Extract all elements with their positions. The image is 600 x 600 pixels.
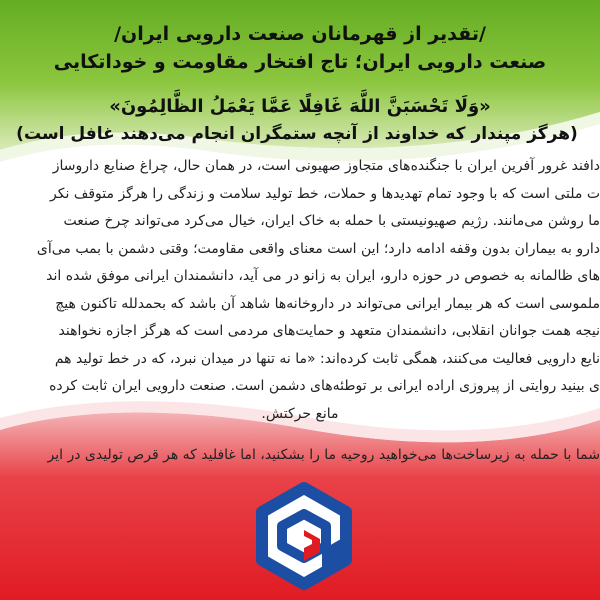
body-text: [0, 153, 600, 463]
body-line: مانع حرکتش.: [261, 405, 339, 422]
body-line: ما روشن می‌مانند. رژیم صهیونیستی با حمله به خاک ایران، خیال می‌کرد می‌تواند چرخ صنعت: [63, 213, 600, 229]
company-logo-icon: [248, 480, 360, 592]
body-line: نایع دارویی فعالیت می‌کنند، همگی ثابت کرده‌اند: «ما نه تنها در میدان نبرد، که در خط تولید هم: [54, 350, 600, 367]
page-title: صنعت دارویی ایران؛ تاج افتخار مقاومت و خوداتکایی: [53, 51, 547, 73]
body-line: های ظالمانه به خصوص در حوزه دارو، ایران به زانو در می آید، دانشمندان ایرانی موفق شده اند: [46, 268, 600, 284]
body-line: دافند غرور آفرین ایران با جنگنده‌های متجاوز صهیونی است، در همان حال، چراغ صنایع داروساز: [52, 158, 600, 174]
quran-verse: «وَلَا تَحْسَبَنَّ اللَّهَ غَافِلًا عَمَّا يَعْمَلُ الظَّالِمُونَ»: [109, 96, 491, 117]
body-line: ت ملتی است که با وجود تمام تهدیدها و حملات، خط تولید سلامت و زندگی را هرگز متوقف نکر: [50, 185, 600, 202]
body-line: ملموسی است که هر بیمار ایرانی می‌تواند در داروخانه‌ها شاهد آن باشد که بحمدلله تاکنون هیچ: [55, 295, 600, 312]
title-tagline: /تقدیر از قهرمانان صنعت دارویی ایران/: [114, 23, 486, 45]
body-line: ی بینید روایتی از پیروزی اراده ایرانی بر توطئه‌های دشمن است. صنعت دارویی ایران ثابت کرده: [49, 378, 600, 394]
body-line: نیجه همت جوانان انقلابی، دانشمندان متعهد و حمایت‌های مردمی است که هرگز اجازه نخواهند: [58, 323, 600, 339]
body-line: دارو به بیماران بدون وقفه ادامه دارد؛ این است معنای واقعی مقاومت؛ وقتی دشمن با بمب می‌آی: [36, 240, 600, 257]
closing-line: شما با حمله به زیرساخت‌ها می‌خواهید روحیه ما را بشکنید، اما غافلید که هر قرص تولیدی در ایر: [47, 447, 600, 463]
verse-translation: (هرگز مپندار که خداوند از آنچه ستمگران انجام می‌دهند غافل است): [16, 124, 578, 144]
